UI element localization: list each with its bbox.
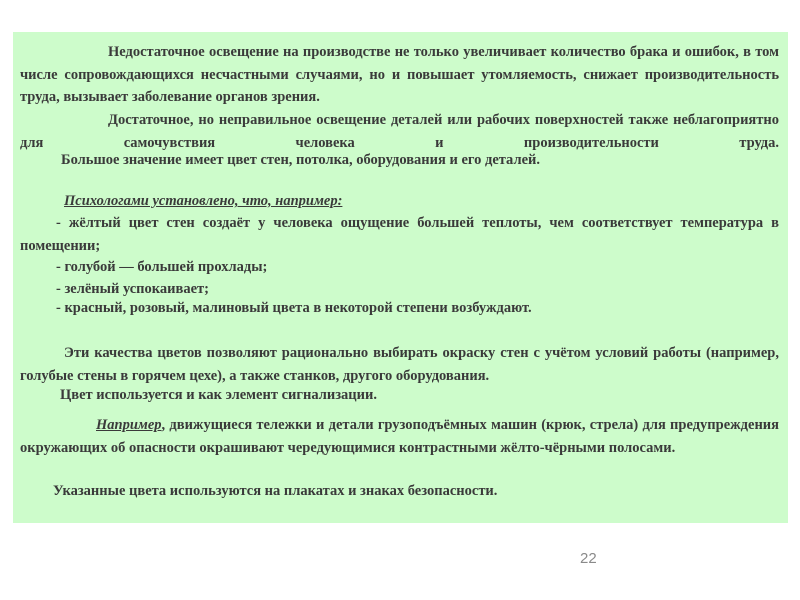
paragraph-safety-signs: Указанные цвета используются на плакатах и знаках безопасности. (53, 483, 498, 499)
paragraph-signaling: Цвет используется и как элемент сигнализации. (60, 387, 377, 403)
psychologists-heading-text: Психологами установлено, что, например: (64, 193, 343, 209)
paragraph-color-qualities: Эти качества цветов позволяют рационально выбирать окраску стен с учётом условий работы (например, голубые стены в горячем цехе), а также станков, другого оборудования. (20, 345, 779, 384)
paragraph-wrong-lighting: Достаточное, но неправильное освещение деталей или рабочих поверхностей также неблагоприятно для самочувствия человека и производительности труда. (20, 112, 779, 151)
paragraph-example (20, 414, 779, 459)
list-item-green: - зелёный успокаивает; (56, 281, 209, 297)
example-emphasis: Например (96, 417, 162, 433)
psychologists-heading (20, 190, 779, 213)
paragraph-color-importance: Большое значение имеет цвет стен, потолка, оборудования и его деталей. (61, 152, 540, 168)
page-number: 22 (580, 550, 597, 567)
list-item-yellow: - жёлтый цвет стен создаёт у человека ощущение большей теплоты, чем соответствует температура в помещении; (20, 215, 779, 254)
paragraph-lighting-defects: Недостаточное освещение на производстве не только увеличивает количество брака и ошибок, в том числе сопровождающихся несчастными случаями, но и повышает утомляемость, снижает производительность труда, вызывает заболевание органов зрения. (20, 44, 779, 106)
list-item-red: - красный, розовый, малиновый цвета в некоторой степени возбуждают. (56, 300, 532, 316)
list-item-blue: - голубой — большей прохлады; (56, 259, 268, 275)
example-text: , движущиеся тележки и детали грузоподъёмных машин (крюк, стрела) для предупреждения окружающих об опасности окрашивают чередующимися контрастными жёлто-чёрными полосами. (20, 417, 779, 456)
